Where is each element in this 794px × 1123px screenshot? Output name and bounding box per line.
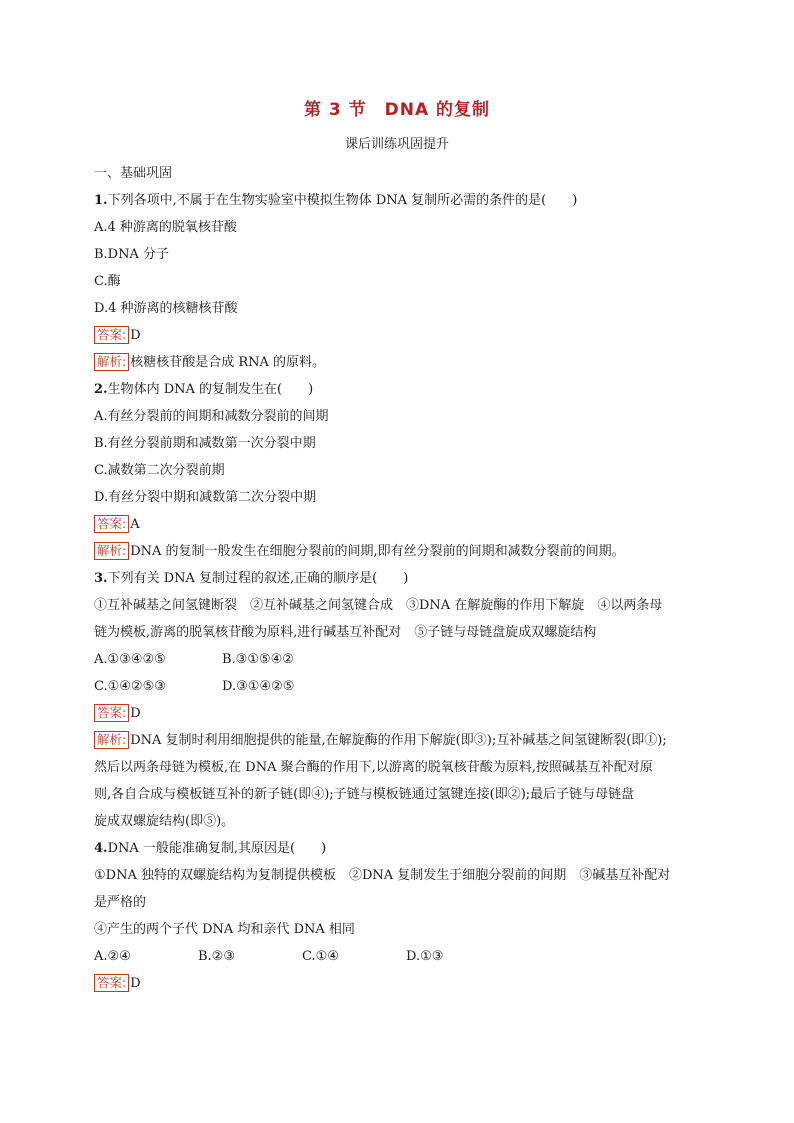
section-heading: 一、基础巩固 bbox=[94, 166, 173, 181]
answer-tag: 答案: bbox=[94, 704, 129, 722]
answer-tag: 答案: bbox=[94, 974, 129, 992]
answer-value: D bbox=[130, 976, 141, 991]
question-2-stem bbox=[94, 376, 714, 403]
page-title: 第 3 节 DNA 的复制 bbox=[303, 100, 491, 120]
question-text: DNA 一般能准确复制,其原因是( ) bbox=[107, 841, 327, 856]
q3-option-d: D.③①④②⑤ bbox=[222, 679, 295, 694]
q3-explanation-line-1 bbox=[94, 727, 714, 754]
q3-options-row-2 bbox=[94, 673, 714, 700]
q1-option-a: A.4 种游离的脱氧核苷酸 bbox=[94, 220, 237, 235]
q1-answer bbox=[94, 322, 714, 349]
q3-option-b: B.③①⑤④② bbox=[222, 652, 294, 667]
content bbox=[94, 160, 714, 997]
answer-tag: 答案: bbox=[94, 326, 129, 344]
explanation-text: DNA 复制时利用细胞提供的能量,在解旋酶的作用下解旋(即③);互补碱基之间氢键断裂(即①); bbox=[130, 733, 667, 748]
question-3-stem bbox=[94, 565, 714, 592]
q2-option-d: D.有丝分裂中期和减数第二次分裂中期 bbox=[94, 490, 317, 505]
question-number: 1. bbox=[94, 193, 108, 208]
q4-option-a: A.②④ bbox=[94, 949, 131, 964]
question-text: 生物体内 DNA 的复制发生在( ) bbox=[107, 382, 314, 397]
question-text: 下列有关 DNA 复制过程的叙述,正确的顺序是( ) bbox=[107, 571, 409, 586]
page-subtitle: 课后训练巩固提升 bbox=[344, 137, 449, 152]
q3-explanation-line-3: 则,各自合成与模板链互补的新子链(即④);子链与模板链通过氢键连接(即②);最后子链与母链盘 bbox=[94, 787, 635, 802]
explanation-tag: 解析: bbox=[94, 542, 129, 560]
answer-value: D bbox=[130, 706, 141, 721]
q3-option-a: A.①③④②⑤ bbox=[94, 652, 166, 667]
q1-explanation bbox=[94, 349, 714, 376]
q3-options-row-1 bbox=[94, 646, 714, 673]
explanation-text: DNA 的复制一般发生在细胞分裂前的间期,即有丝分裂前的间期和减数分裂前的间期。 bbox=[130, 544, 625, 559]
q2-explanation bbox=[94, 538, 714, 565]
explanation-text: 核糖核苷酸是合成 RNA 的原料。 bbox=[130, 355, 326, 370]
q3-answer bbox=[94, 700, 714, 727]
q4-options-row bbox=[94, 943, 714, 970]
q1-option-b: B.DNA 分子 bbox=[94, 247, 170, 262]
question-number: 4. bbox=[94, 841, 108, 856]
q2-option-c: C.减数第二次分裂前期 bbox=[94, 463, 225, 478]
question-4-stem bbox=[94, 835, 714, 862]
q4-option-b: B.②③ bbox=[198, 949, 235, 964]
answer-value: D bbox=[130, 328, 141, 343]
q4-statements-line-2: 是严格的 bbox=[94, 895, 147, 910]
q3-option-c: C.①④②⑤③ bbox=[94, 679, 166, 694]
q4-option-d: D.①③ bbox=[406, 949, 444, 964]
answer-tag: 答案: bbox=[94, 515, 129, 533]
question-1-stem bbox=[94, 187, 714, 214]
q3-statements-line-2: 链为模板,游离的脱氧核苷酸为原料,进行碱基互补配对 ⑤子链与母链盘旋成双螺旋结构 bbox=[94, 625, 597, 640]
q2-option-b: B.有丝分裂前期和减数第一次分裂中期 bbox=[94, 436, 316, 451]
question-number: 3. bbox=[94, 571, 108, 586]
q4-answer bbox=[94, 970, 714, 997]
q2-answer bbox=[94, 511, 714, 538]
answer-value: A bbox=[130, 517, 140, 532]
q1-option-d: D.4 种游离的核糖核苷酸 bbox=[94, 301, 238, 316]
q1-option-c: C.酶 bbox=[94, 274, 121, 289]
q3-explanation-line-4: 旋成双螺旋结构(即⑤)。 bbox=[94, 814, 235, 829]
q3-explanation-line-2: 然后以两条母链为模板,在 DNA 聚合酶的作用下,以游离的脱氧核苷酸为原料,按照碱基互补配对原 bbox=[94, 760, 653, 775]
question-number: 2. bbox=[94, 382, 108, 397]
explanation-tag: 解析: bbox=[94, 731, 129, 749]
q2-option-a: A.有丝分裂前的间期和减数分裂前的间期 bbox=[94, 409, 329, 424]
explanation-tag: 解析: bbox=[94, 353, 129, 371]
q3-statements-line-1: ①互补碱基之间氢键断裂 ②互补碱基之间氢键合成 ③DNA 在解旋酶的作用下解旋 ④以两条母 bbox=[94, 598, 663, 613]
q4-statements-line-3: ④产生的两个子代 DNA 均和亲代 DNA 相同 bbox=[94, 922, 355, 937]
q4-statements-line-1: ①DNA 独特的双螺旋结构为复制提供模板 ②DNA 复制发生于细胞分裂前的间期 ③碱基互补配对 bbox=[94, 868, 671, 883]
question-text: 下列各项中,不属于在生物实验室中模拟生物体 DNA 复制所必需的条件的是( ) bbox=[107, 193, 578, 208]
q4-option-c: C.①④ bbox=[302, 949, 339, 964]
